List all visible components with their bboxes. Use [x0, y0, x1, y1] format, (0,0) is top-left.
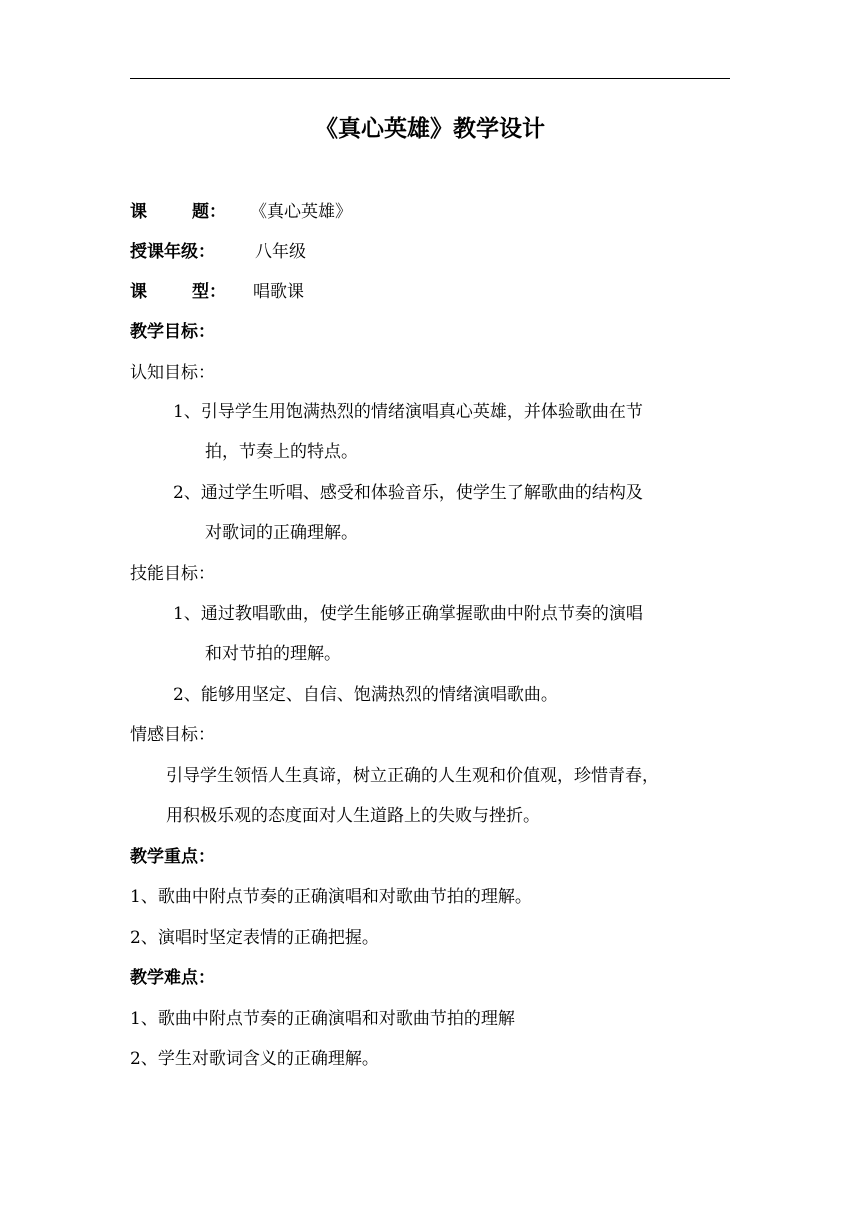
emotion-line1: 引导学生领悟人生真谛，树立正确的人生观和价值观，珍惜青春，: [166, 766, 659, 786]
cognitive-item1-line1: 1、引导学生用饱满热烈的情绪演唱真心英雄，并体验歌曲在节: [173, 402, 643, 422]
emotion-heading: 情感目标：: [130, 725, 215, 745]
topic-label-char1: 课: [130, 202, 147, 222]
key-point-item2: 2、演唱时坚定表情的正确把握。: [130, 928, 379, 948]
document-title: 《真心英雄》教学设计: [315, 116, 545, 142]
difficulty-item1: 1、歌曲中附点节奏的正确演唱和对歌曲节拍的理解: [130, 1009, 515, 1029]
grade-value: 八年级: [255, 242, 306, 262]
cognitive-heading: 认知目标：: [130, 363, 215, 383]
type-value: 唱歌课: [253, 282, 304, 302]
skill-heading: 技能目标：: [130, 564, 215, 584]
grade-label: 授课年级：: [130, 242, 215, 262]
skill-item1-line2: 和对节拍的理解。: [205, 644, 341, 664]
type-label-char1: 课: [130, 282, 147, 302]
skill-item1-line1: 1、通过教唱歌曲，使学生能够正确掌握歌曲中附点节奏的演唱: [173, 604, 643, 624]
topic-label-char2: 题：: [192, 202, 226, 222]
objectives-heading: 教学目标：: [130, 322, 215, 342]
key-points-heading: 教学重点：: [130, 847, 215, 867]
emotion-line2: 用积极乐观的态度面对人生道路上的失败与挫折。: [166, 806, 540, 826]
topic-row: [130, 199, 225, 225]
type-row: [130, 279, 225, 305]
difficulties-heading: 教学难点：: [130, 968, 215, 988]
cognitive-item2-line2: 对歌词的正确理解。: [205, 523, 358, 543]
header-rule: [130, 78, 730, 79]
skill-item2-line1: 2、能够用坚定、自信、饱满热烈的情绪演唱歌曲。: [173, 685, 558, 705]
topic-value: 《真心英雄》: [250, 202, 352, 222]
cognitive-item2-line1: 2、通过学生听唱、感受和体验音乐，使学生了解歌曲的结构及: [173, 483, 643, 503]
difficulty-item2: 2、学生对歌词含义的正确理解。: [130, 1049, 379, 1069]
type-label-char2: 型：: [192, 282, 226, 302]
cognitive-item1-line2: 拍，节奏上的特点。: [205, 442, 358, 462]
key-point-item1: 1、歌曲中附点节奏的正确演唱和对歌曲节拍的理解。: [130, 887, 532, 907]
